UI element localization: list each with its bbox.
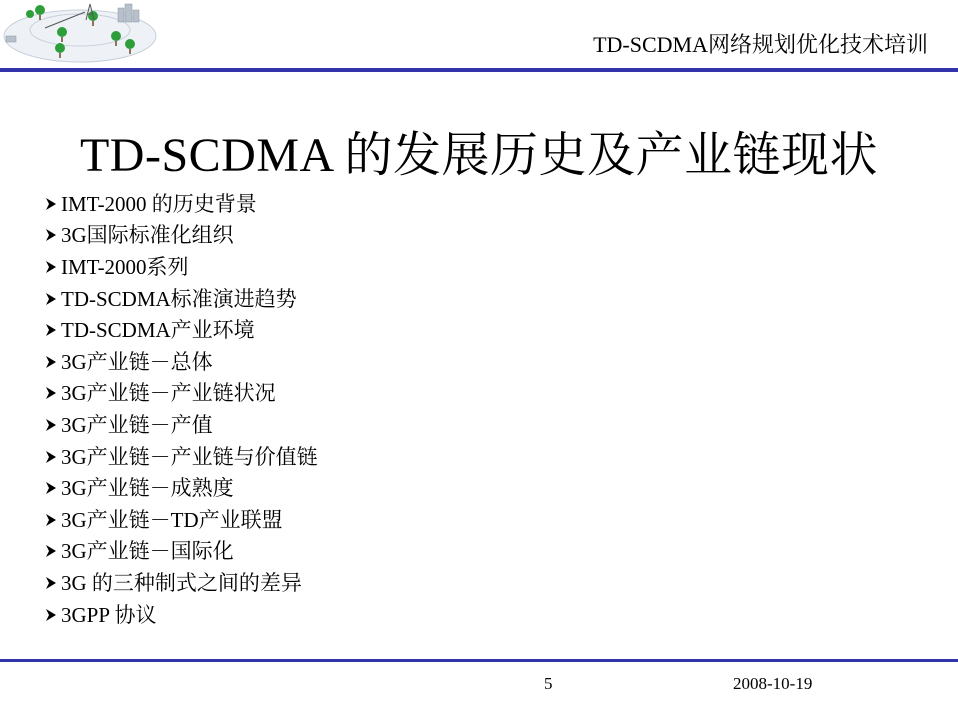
list-item-label: 3G产业链－成熟度	[61, 476, 234, 501]
arrow-bullet-icon	[44, 228, 58, 242]
arrow-bullet-icon	[44, 386, 58, 400]
list-item	[44, 283, 318, 315]
arrow-bullet-icon	[44, 197, 58, 211]
list-item-label: IMT-2000系列	[61, 254, 189, 279]
list-item	[44, 409, 318, 441]
list-item	[44, 504, 318, 536]
arrow-bullet-icon	[44, 513, 58, 527]
list-item-label: 3G 的三种制式之间的差异	[61, 570, 302, 595]
list-item	[44, 346, 318, 378]
list-item	[44, 251, 318, 283]
list-item	[44, 472, 318, 504]
arrow-bullet-icon	[44, 418, 58, 432]
slide-title: TD-SCDMA 的发展历史及产业链现状	[79, 129, 879, 182]
list-item-label: 3G产业链－产业链与价值链	[61, 444, 318, 469]
list-item-label: 3G产业链－TD产业联盟	[61, 507, 283, 532]
list-item-label: 3G产业链－国际化	[61, 539, 234, 564]
list-item	[44, 536, 318, 568]
list-item	[44, 220, 318, 252]
list-item	[44, 188, 318, 220]
footer-date: 2008-10-19	[733, 674, 813, 693]
list-item	[44, 567, 318, 599]
arrow-bullet-icon	[44, 323, 58, 337]
header-title: TD-SCDMA网络规划优化技术培训	[593, 32, 928, 57]
arrow-bullet-icon	[44, 576, 58, 590]
list-item	[44, 378, 318, 410]
arrow-bullet-icon	[44, 292, 58, 306]
list-item-label: TD-SCDMA产业环境	[61, 318, 255, 343]
list-item-label: 3G产业链－产业链状况	[61, 381, 276, 406]
list-item-label: IMT-2000 的历史背景	[61, 191, 257, 216]
list-item-label: 3GPP 协议	[61, 602, 157, 627]
list-item	[44, 599, 318, 631]
arrow-bullet-icon	[44, 481, 58, 495]
list-item-label: 3G产业链－总体	[61, 349, 213, 374]
page-number: 5	[544, 674, 553, 693]
footer-divider	[0, 659, 958, 662]
list-item-label: 3G产业链－产值	[61, 412, 213, 437]
arrow-bullet-icon	[44, 260, 58, 274]
arrow-bullet-icon	[44, 544, 58, 558]
header-divider	[0, 68, 958, 72]
network-logo-image	[0, 0, 160, 66]
list-item	[44, 314, 318, 346]
bullet-list	[44, 188, 318, 630]
arrow-bullet-icon	[44, 608, 58, 622]
arrow-bullet-icon	[44, 355, 58, 369]
list-item	[44, 441, 318, 473]
arrow-bullet-icon	[44, 450, 58, 464]
list-item-label: TD-SCDMA标准演进趋势	[61, 286, 297, 311]
list-item-label: 3G国际标准化组织	[61, 223, 234, 248]
